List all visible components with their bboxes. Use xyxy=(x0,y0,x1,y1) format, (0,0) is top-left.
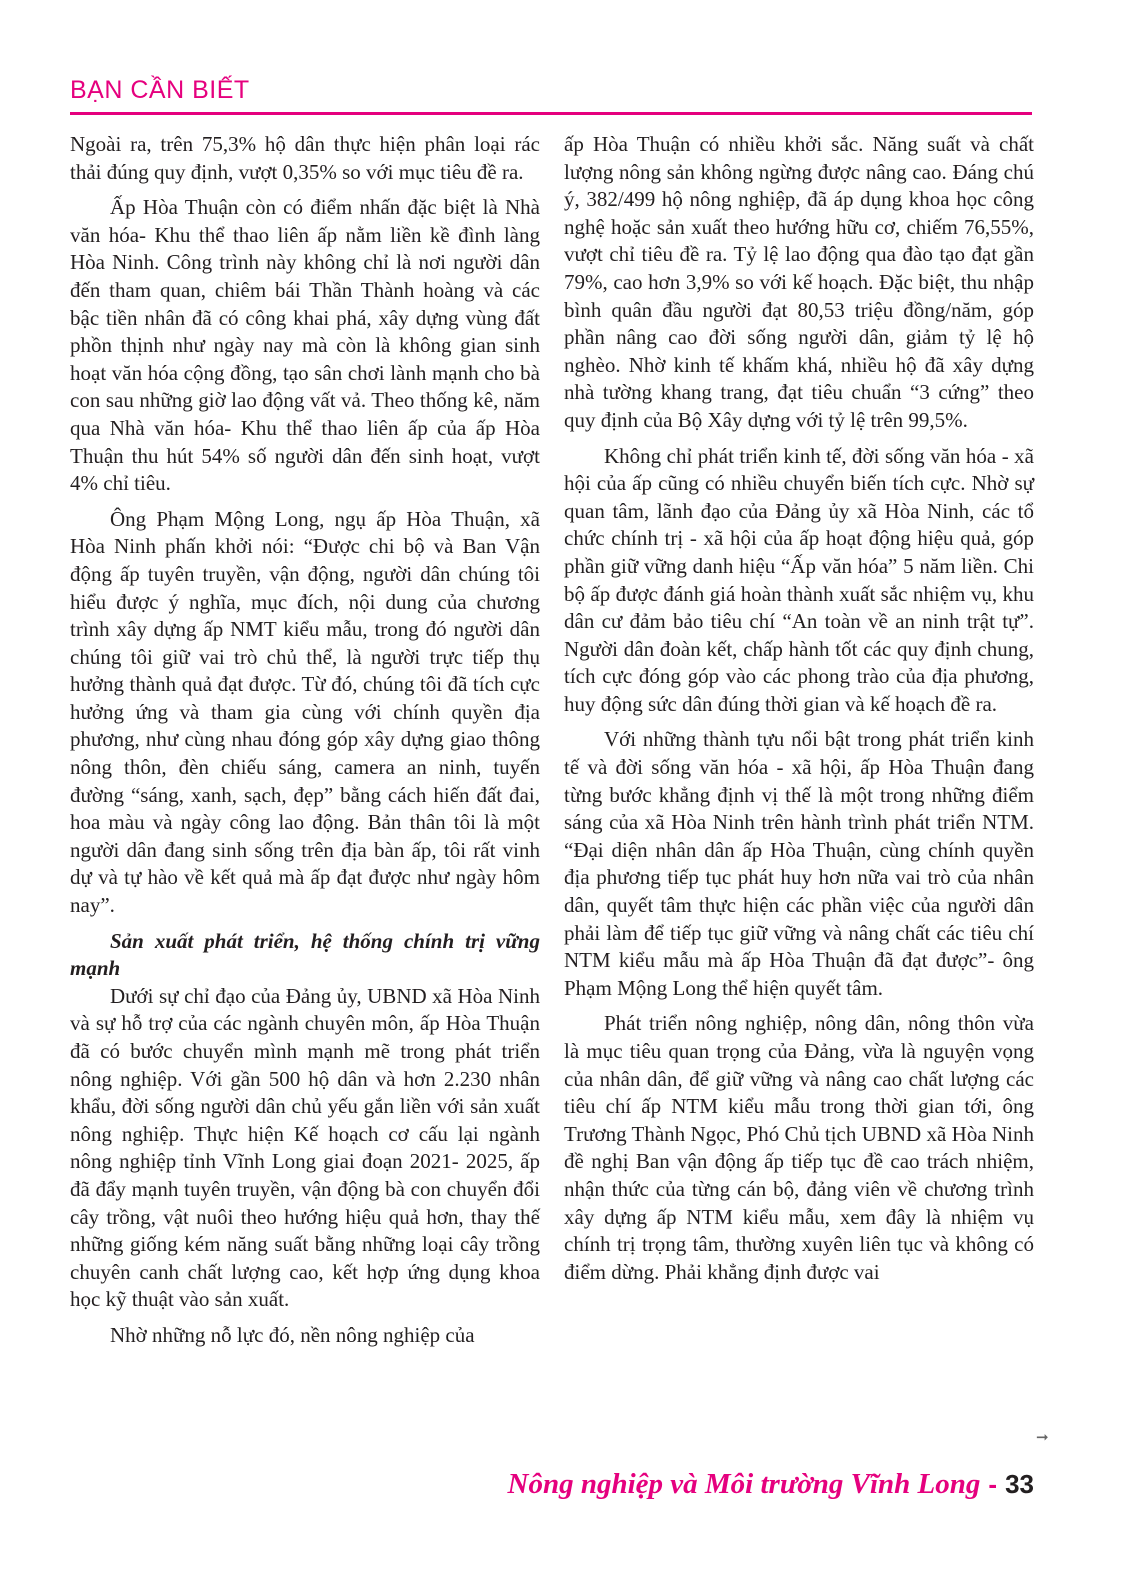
paragraph: ấp Hòa Thuận có nhiều khởi sắc. Năng suất và chất lượng nông sản không ngừng được nâng cao. Đáng chú ý, 382/499 hộ nông nghiệp, đã áp dụng khoa học công nghệ hoặc sản xuất theo hướng hữu cơ, chiếm 76,55%, vượt chỉ tiêu đề ra. Tỷ lệ lao động qua đào tạo đạt gần 79%, cao hơn 3,9% so với kế hoạch. Đặc biệt, thu nhập bình quân đầu người đạt 80,53 triệu đồng/năm, góp phần nâng cao đời sống người dân, giảm tỷ lệ hộ nghèo. Nhờ kinh tế khấm khá, nhiều hộ đã xây dựng nhà tường khang trang, đạt tiêu chuẩn “3 cứng” theo quy định của Bộ Xây dựng với tỷ lệ trên 99,5%. xyxy=(564,132,1034,432)
paragraph: Ngoài ra, trên 75,3% hộ dân thực hiện phân loại rác thải đúng quy định, vượt 0,35% so với mục tiêu đề ra. xyxy=(70,132,540,184)
paragraph: Không chỉ phát triển kinh tế, đời sống văn hóa - xã hội của ấp cũng có nhiều chuyển biến tích cực. Nhờ sự quan tâm, lãnh đạo của Đảng ủy xã Hòa Ninh, các tổ chức chính trị - xã hội của ấp hoạt động hiệu quả, góp phần giữ vững danh hiệu “Ấp văn hóa” 5 năm liền. Chi bộ ấp được đánh giá hoàn thành xuất sắc nhiệm vụ, khu dân cư đảm bảo tiêu chí “An toàn về an ninh trật tự”. Người dân đoàn kết, chấp hành tốt các quy định chung, tích cực đóng góp vào các phong trào của địa phương, huy động sức dân đúng thời gian và kế hoạch đề ra. xyxy=(564,443,1034,716)
paragraph: Phát triển nông nghiệp, nông dân, nông thôn vừa là mục tiêu quan trọng của Đảng, vừa là nguyện vọng của nhân dân, để giữ vững và nâng cao chất lượng các tiêu chí ấp NTM kiểu mẫu trong thời gian tới, ông Trương Thành Ngọc, Phó Chủ tịch UBND xã Hòa Ninh đề nghị Ban vận động ấp tiếp tục đề cao trách nhiệm, nhận thức của từng cán bộ, đảng viên về chương trình xây dựng ấp NTM kiểu mẫu, xem đây là nhiệm vụ chính trị trọng tâm, thường xuyên liên tục và không có điểm dừng. Phải khẳng định được vai xyxy=(564,1011,1034,1284)
left-column xyxy=(70,131,540,1358)
right-column xyxy=(564,131,1034,1294)
paragraph: Nhờ những nỗ lực đó, nền nông nghiệp của xyxy=(110,1322,475,1347)
paragraph: Dưới sự chỉ đạo của Đảng ủy, UBND xã Hòa Ninh và sự hỗ trợ của các ngành chuyên môn, ấp Hòa Thuận đã có bước chuyển mình mạnh mẽ trong phát triển nông nghiệp. Với gần 500 hộ dân và hơn 2.230 nhân khẩu, đời sống người dân chủ yếu gắn liền với sản xuất nông nghiệp. Thực hiện Kế hoạch cơ cấu lại ngành nông nghiệp tỉnh Vĩnh Long giai đoạn 2021- 2025, ấp đã đẩy mạnh tuyên truyền, vận động bà con chuyển đổi cây trồng, vật nuôi theo hướng hiệu quả hơn, thay thế những giống kém năng suất bằng những loại cây trồng chuyên canh chất lượng cao, kết hợp ứng dụng khoa học kỹ thuật vào sản xuất. xyxy=(70,983,540,1312)
header-rule xyxy=(70,112,1032,115)
arrow-right-icon: ➞ xyxy=(1036,1428,1049,1446)
paragraph: Ông Phạm Mộng Long, ngụ ấp Hòa Thuận, xã Hòa Ninh phấn khởi nói: “Được chi bộ và Ban Vận động ấp tuyên truyền, vận động, người dân chúng tôi hiểu được ý nghĩa, mục đích, nội dung của chương trình xây dựng ấp NMT kiểu mẫu, trong đó người dân chúng tôi giữ vai trò chủ thể, là người trực tiếp thụ hưởng thành quả đạt được. Từ đó, chúng tôi đã tích cực hưởng ứng và tham gia cùng với chính quyền địa phương, như cùng nhau đóng góp xây dựng giao thông nông thôn, đèn chiếu sáng, camera an ninh, tuyến đường “sáng, xanh, sạch, đẹp” bằng cách hiến đất đai, hoa màu và ngày công lao động. Bản thân tôi là một người dân đang sinh sống trên địa bàn ấp, tôi rất vinh dự và tự hào về kết quả mà ấp đạt được như ngày hôm nay”. xyxy=(70,506,540,918)
subheading: Sản xuất phát triển, hệ thống chính trị vững mạnh xyxy=(70,928,540,981)
page-footer xyxy=(508,1468,1034,1501)
section-label: BẠN CẦN BIẾT xyxy=(70,76,250,104)
paragraph: Ấp Hòa Thuận còn có điểm nhấn đặc biệt là Nhà văn hóa- Khu thể thao liên ấp nằm liền kề đình làng Hòa Ninh. Công trình này không chỉ là nơi người dân đến tham quan, chiêm bái Thần Thành hoàng và các bậc tiền nhân đã có công khai phá, xây dựng vùng đất phồn thịnh như ngày nay mà còn là không gian sinh hoạt văn hóa cộng đồng, tạo sân chơi lành mạnh cho bà con sau những giờ lao động vất vả. Theo thống kê, năm qua Nhà văn hóa- Khu thể thao liên ấp của ấp Hòa Thuận thu hút 54% số người dân đến sinh hoạt, vượt 4% chỉ tiêu. xyxy=(70,195,540,496)
magazine-title: Nông nghiệp và Môi trường Vĩnh Long xyxy=(507,1468,981,1500)
footer-separator: - xyxy=(988,1469,998,1499)
page-number: 33 xyxy=(1005,1469,1034,1499)
paragraph: Với những thành tựu nổi bật trong phát triển kinh tế và đời sống văn hóa - xã hội, ấp Hòa Thuận đang từng bước khẳng định vị thế là một trong những điểm sáng của xã Hòa Ninh trên hành trình phát triển NTM. “Đại diện nhân dân ấp Hòa Thuận, cùng chính quyền địa phương tiếp tục phát huy hơn nữa vai trò của nhân dân, quyết tâm thực hiện các phần việc của người dân phải làm để tiếp tục giữ vững và nâng chất các tiêu chí NTM kiểu mẫu mà ấp Hòa Thuận đã đạt được”- ông Phạm Mộng Long thể hiện quyết tâm. xyxy=(564,727,1034,1000)
